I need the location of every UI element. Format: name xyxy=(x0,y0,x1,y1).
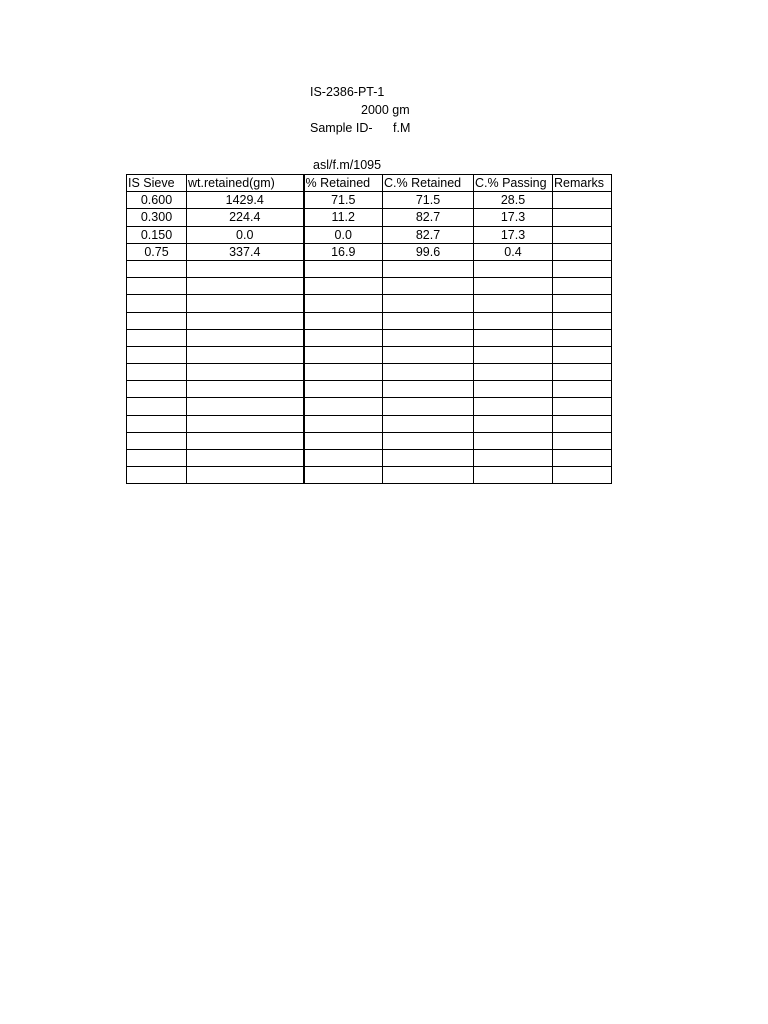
cell-is-sieve xyxy=(127,432,187,449)
cell-wt-retained xyxy=(187,312,304,329)
cell-percent-retained: 16.9 xyxy=(304,243,383,260)
cell-wt-retained xyxy=(187,432,304,449)
cell-is-sieve xyxy=(127,329,187,346)
cell-cumulative-retained xyxy=(383,329,474,346)
cell-cumulative-passing xyxy=(474,312,553,329)
sample-id-value: f.M xyxy=(393,121,411,135)
cell-remarks xyxy=(553,260,612,277)
cell-wt-retained xyxy=(187,329,304,346)
cell-cumulative-passing xyxy=(474,346,553,363)
cell-wt-retained: 0.0 xyxy=(187,226,304,243)
table-row xyxy=(127,432,612,449)
table-header-row xyxy=(127,175,612,192)
cell-is-sieve xyxy=(127,415,187,432)
cell-cumulative-retained: 71.5 xyxy=(383,192,474,209)
table-row xyxy=(127,346,612,363)
cell-cumulative-passing: 17.3 xyxy=(474,226,553,243)
table-row xyxy=(127,226,612,243)
cell-percent-retained xyxy=(304,295,383,312)
sample-id-label: Sample ID- xyxy=(310,121,373,135)
cell-wt-retained xyxy=(187,295,304,312)
cell-wt-retained xyxy=(187,398,304,415)
cell-cumulative-passing xyxy=(474,432,553,449)
cell-cumulative-retained xyxy=(383,346,474,363)
cell-percent-retained xyxy=(304,278,383,295)
cell-is-sieve xyxy=(127,450,187,467)
cell-is-sieve: 0.300 xyxy=(127,209,187,226)
cell-is-sieve xyxy=(127,364,187,381)
cell-percent-retained xyxy=(304,398,383,415)
cell-cumulative-passing xyxy=(474,278,553,295)
cell-percent-retained xyxy=(304,450,383,467)
cell-percent-retained xyxy=(304,432,383,449)
cell-cumulative-retained xyxy=(383,415,474,432)
table-row xyxy=(127,278,612,295)
cell-is-sieve xyxy=(127,312,187,329)
cell-cumulative-retained xyxy=(383,398,474,415)
cell-cumulative-passing xyxy=(474,398,553,415)
cell-wt-retained xyxy=(187,260,304,277)
cell-is-sieve: 0.75 xyxy=(127,243,187,260)
table-row xyxy=(127,243,612,260)
cell-cumulative-passing: 0.4 xyxy=(474,243,553,260)
cell-cumulative-retained xyxy=(383,467,474,484)
cell-percent-retained: 71.5 xyxy=(304,192,383,209)
cell-cumulative-retained xyxy=(383,381,474,398)
cell-remarks xyxy=(553,295,612,312)
cell-wt-retained xyxy=(187,346,304,363)
cell-is-sieve: 0.600 xyxy=(127,192,187,209)
cell-percent-retained xyxy=(304,364,383,381)
cell-cumulative-retained: 82.7 xyxy=(383,226,474,243)
cell-wt-retained: 1429.4 xyxy=(187,192,304,209)
cell-cumulative-retained xyxy=(383,278,474,295)
cell-percent-retained xyxy=(304,260,383,277)
reference-number: asl/f.m/1095 xyxy=(313,158,382,172)
cell-wt-retained xyxy=(187,415,304,432)
table-row xyxy=(127,398,612,415)
cell-cumulative-retained xyxy=(383,450,474,467)
cell-wt-retained xyxy=(187,467,304,484)
cell-percent-retained: 0.0 xyxy=(304,226,383,243)
cell-remarks xyxy=(553,364,612,381)
cell-is-sieve xyxy=(127,381,187,398)
cell-cumulative-passing xyxy=(474,415,553,432)
cell-cumulative-retained: 82.7 xyxy=(383,209,474,226)
cell-cumulative-retained xyxy=(383,260,474,277)
column-header-is-sieve: IS Sieve xyxy=(127,175,187,192)
cell-is-sieve xyxy=(127,278,187,295)
table-row xyxy=(127,312,612,329)
cell-wt-retained xyxy=(187,450,304,467)
column-header-remarks: Remarks xyxy=(553,175,612,192)
cell-wt-retained xyxy=(187,278,304,295)
cell-percent-retained xyxy=(304,415,383,432)
cell-is-sieve xyxy=(127,295,187,312)
table-row xyxy=(127,450,612,467)
cell-cumulative-retained xyxy=(383,364,474,381)
cell-cumulative-passing xyxy=(474,329,553,346)
cell-is-sieve xyxy=(127,346,187,363)
cell-cumulative-passing xyxy=(474,364,553,381)
cell-is-sieve: 0.150 xyxy=(127,226,187,243)
cell-remarks xyxy=(553,226,612,243)
table-row xyxy=(127,329,612,346)
cell-remarks xyxy=(553,278,612,295)
cell-remarks xyxy=(553,312,612,329)
cell-remarks xyxy=(553,398,612,415)
cell-cumulative-retained xyxy=(383,295,474,312)
cell-percent-retained xyxy=(304,312,383,329)
cell-remarks xyxy=(553,329,612,346)
cell-cumulative-passing: 28.5 xyxy=(474,192,553,209)
table-body xyxy=(127,192,612,484)
table-row xyxy=(127,364,612,381)
cell-wt-retained xyxy=(187,364,304,381)
cell-remarks xyxy=(553,467,612,484)
cell-cumulative-retained xyxy=(383,432,474,449)
cell-remarks xyxy=(553,192,612,209)
cell-cumulative-retained xyxy=(383,312,474,329)
cell-remarks xyxy=(553,450,612,467)
sieve-analysis-table xyxy=(126,174,612,484)
cell-cumulative-passing xyxy=(474,295,553,312)
cell-remarks xyxy=(553,381,612,398)
table-row xyxy=(127,295,612,312)
column-header-cumulative-retained: C.% Retained xyxy=(383,175,474,192)
cell-percent-retained xyxy=(304,381,383,398)
cell-remarks xyxy=(553,209,612,226)
cell-remarks xyxy=(553,346,612,363)
test-standard: IS-2386-PT-1 xyxy=(310,85,385,99)
sample-weight: 2000 gm xyxy=(361,103,410,117)
cell-percent-retained xyxy=(304,467,383,484)
cell-remarks xyxy=(553,243,612,260)
column-header-percent-retained: % Retained xyxy=(304,175,383,192)
cell-wt-retained: 337.4 xyxy=(187,243,304,260)
table-row xyxy=(127,192,612,209)
table-row xyxy=(127,209,612,226)
column-header-cumulative-passing: C.% Passing xyxy=(474,175,553,192)
cell-percent-retained xyxy=(304,329,383,346)
cell-cumulative-passing xyxy=(474,260,553,277)
table-row xyxy=(127,467,612,484)
cell-is-sieve xyxy=(127,467,187,484)
cell-cumulative-passing: 17.3 xyxy=(474,209,553,226)
cell-is-sieve xyxy=(127,260,187,277)
cell-cumulative-passing xyxy=(474,381,553,398)
table-row xyxy=(127,381,612,398)
table-row xyxy=(127,260,612,277)
cell-remarks xyxy=(553,432,612,449)
cell-wt-retained xyxy=(187,381,304,398)
cell-cumulative-passing xyxy=(474,450,553,467)
cell-percent-retained: 11.2 xyxy=(304,209,383,226)
cell-cumulative-retained: 99.6 xyxy=(383,243,474,260)
cell-percent-retained xyxy=(304,346,383,363)
cell-wt-retained: 224.4 xyxy=(187,209,304,226)
cell-remarks xyxy=(553,415,612,432)
table-row xyxy=(127,415,612,432)
cell-is-sieve xyxy=(127,398,187,415)
column-header-wt-retained: wt.retained(gm) xyxy=(187,175,304,192)
cell-cumulative-passing xyxy=(474,467,553,484)
